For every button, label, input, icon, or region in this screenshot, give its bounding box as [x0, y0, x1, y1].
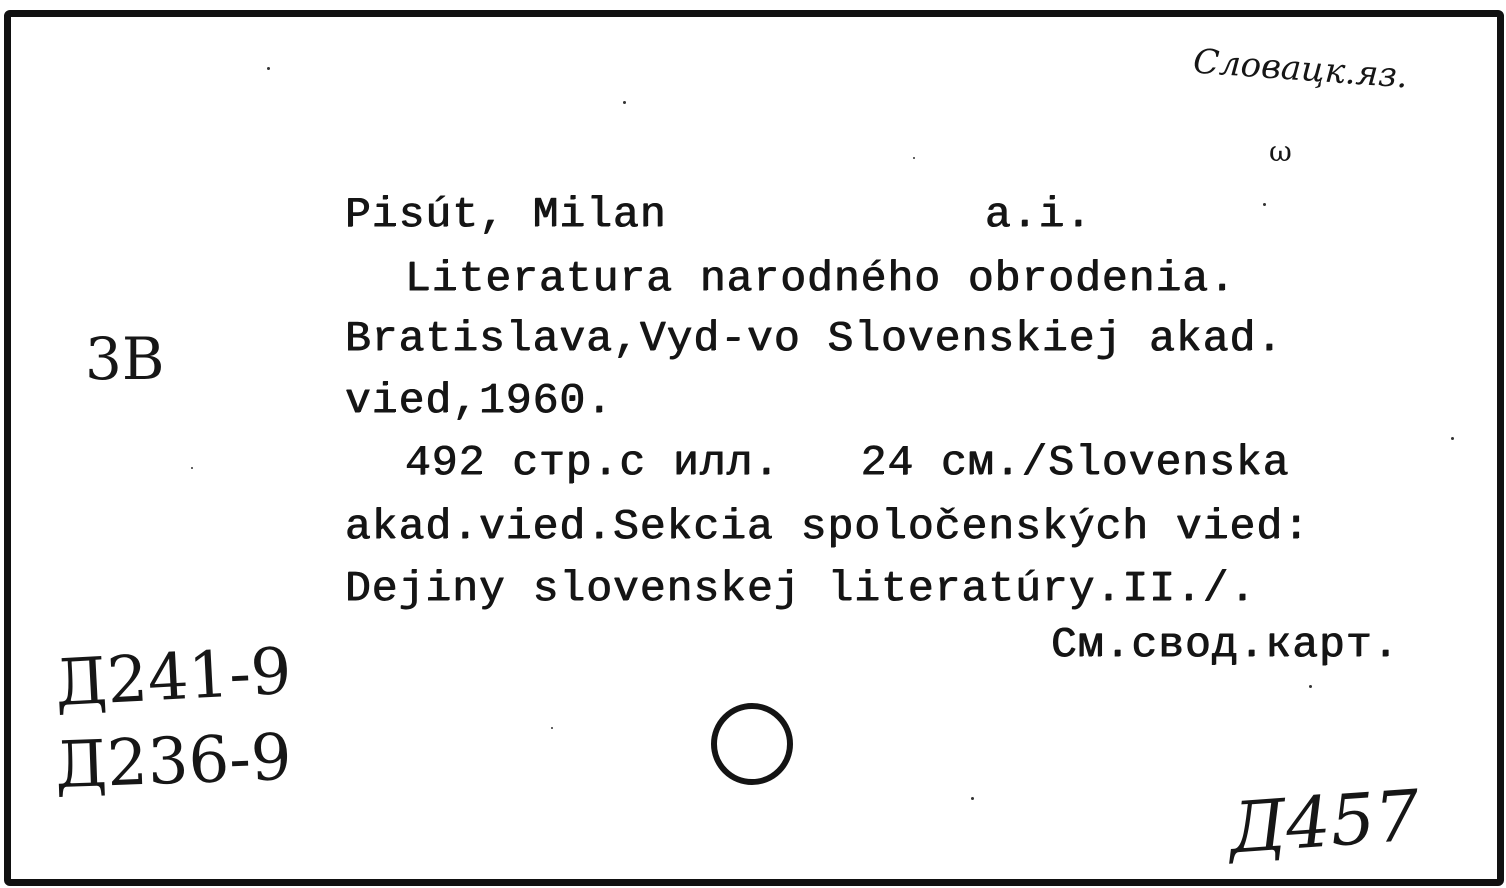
title-line: Literatura narodného obrodenia. [405, 254, 1236, 303]
speck [1451, 437, 1454, 440]
imprint-line-1: Bratislava,Vyd-vo Slovenskiej akad. [345, 314, 1284, 363]
series-line-1: akad.vied.Sekcia spoločenských vied: [345, 502, 1310, 551]
speck [267, 67, 270, 70]
speck [913, 157, 915, 159]
speck [191, 467, 193, 469]
shelf-mark-1: Д241-9 [53, 634, 294, 722]
punch-hole [711, 703, 793, 785]
accent-mark: ω [1269, 135, 1292, 168]
see-reference: См.свод.карт. [1051, 620, 1400, 669]
shelf-mark-2: Д236-9 [53, 720, 293, 804]
collation-line: 492 стр.с илл. 24 см./Slovenska [405, 438, 1290, 487]
speck [551, 727, 553, 729]
imprint-line-2: vied,1960. [345, 376, 614, 425]
author-suffix: a.i. [985, 190, 1093, 239]
author-name: Pisút, Milan [345, 190, 667, 239]
subject-note: Словацк.яз. [1191, 41, 1410, 97]
speck [1263, 203, 1266, 206]
speck [623, 101, 626, 104]
speck [1309, 685, 1312, 688]
class-mark: 3В [85, 325, 165, 393]
series-line-2: Dejiny slovenskej literatúry.II./. [345, 564, 1257, 613]
speck [971, 797, 974, 800]
card-number: Д457 [1226, 774, 1423, 870]
catalog-card [4, 10, 1504, 886]
